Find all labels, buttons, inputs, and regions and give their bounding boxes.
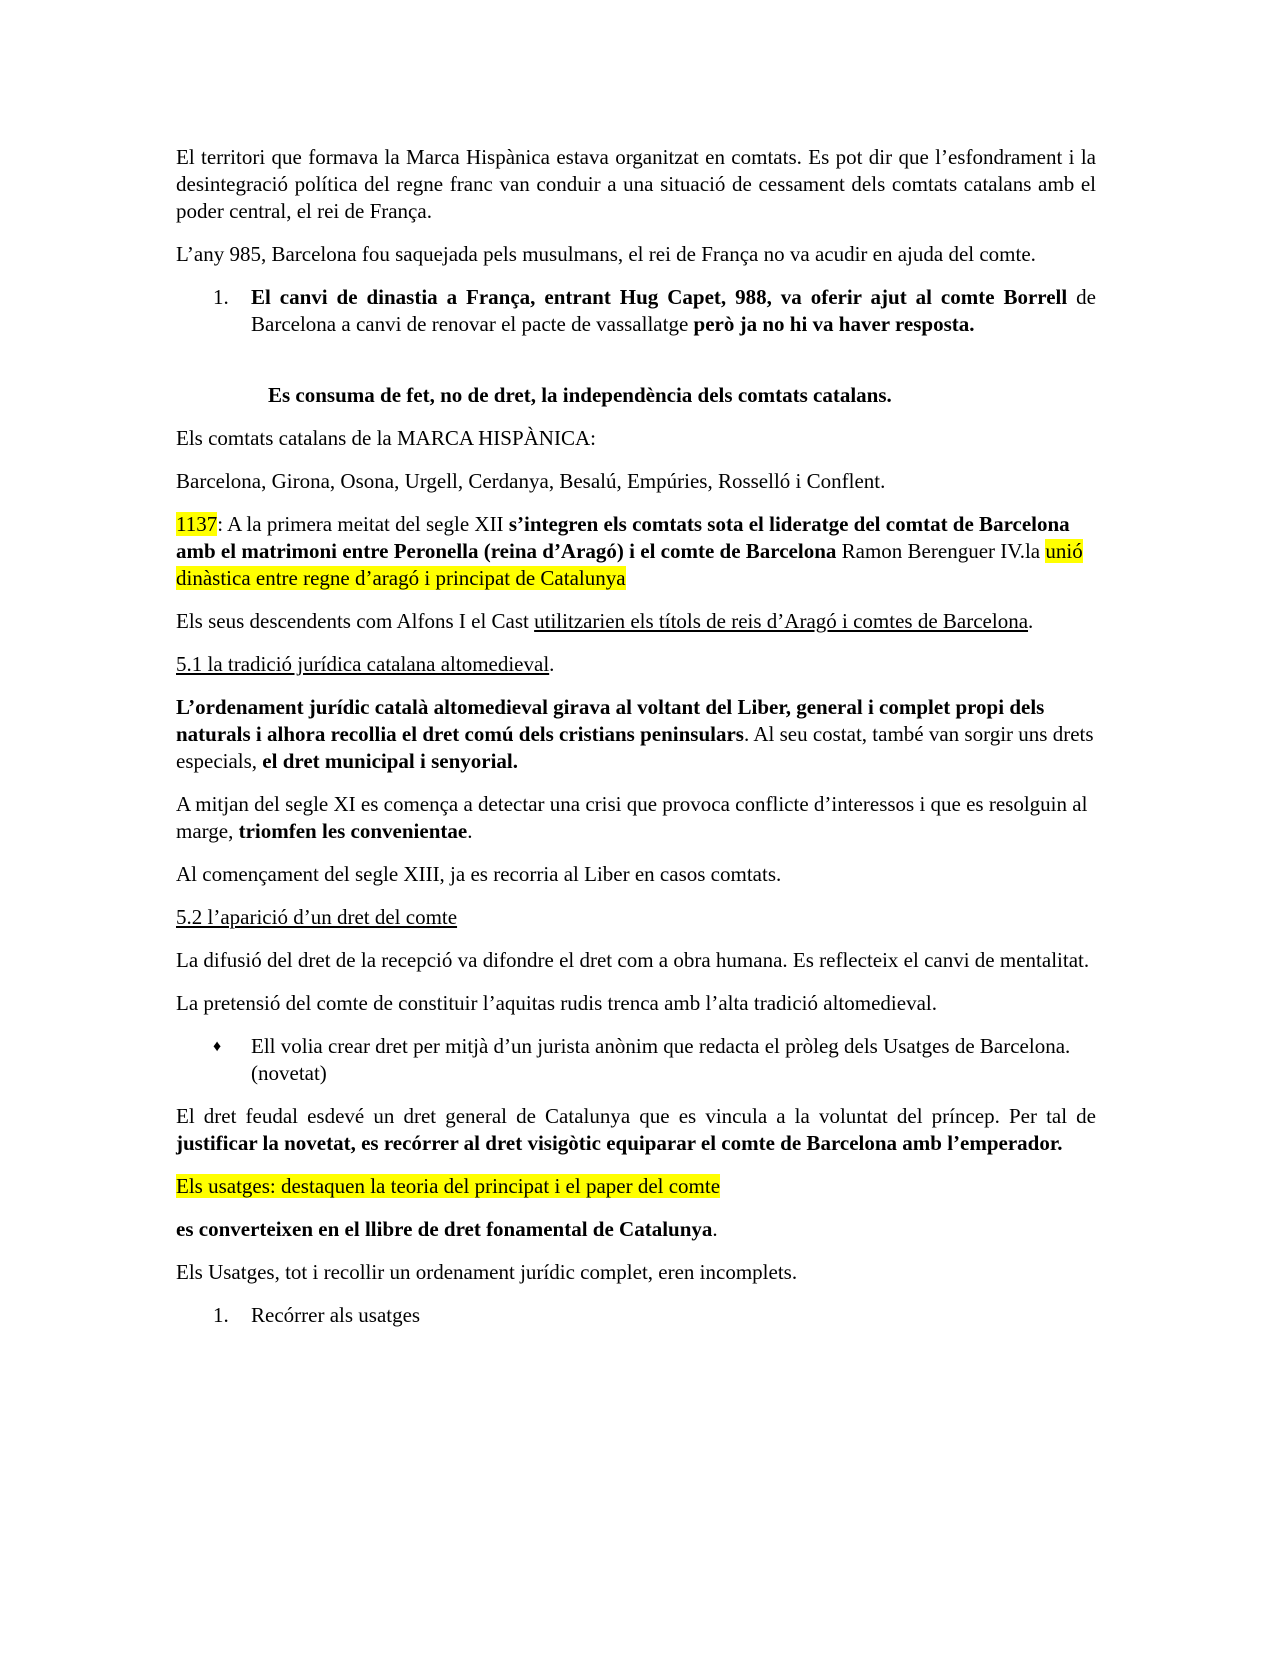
list-text: Recórrer als usatges <box>251 1303 421 1327</box>
normal-text: Els seus descendents com Alfons I el Cast <box>176 609 535 633</box>
paragraph-descendents <box>176 608 1096 635</box>
bullet-item-jurista <box>176 1033 1096 1087</box>
highlight-union: unió dinàstica entre regne d’aragó i principat de Catalunya <box>176 539 1083 590</box>
list-item-hug-capet <box>176 284 1096 338</box>
paragraph-comtats-title: Els comtats catalans de la MARCA HISPÀNICA: <box>176 426 596 450</box>
list-number: 1. <box>213 1303 229 1327</box>
bold-text: L’ordenament jurídic català altomedieval girava al voltant del Liber, general i complet propi dels naturals i alhora recollia el dret comú dels cristians peninsulars <box>176 695 1045 746</box>
underlined-text: utilitzarien els títols de reis d’Aragó i comtes de Barcelona <box>534 609 1029 633</box>
normal-text: Ramon Berenguer IV.la <box>836 539 1046 563</box>
normal-text: El dret feudal esdevé un dret general de Catalunya que es vincula a la voluntat del príncep. Per tal de <box>176 1104 1096 1128</box>
diamond-bullet-icon: ♦ <box>213 1038 222 1055</box>
list-number: 1. <box>213 285 229 309</box>
paragraph-segle-xi <box>176 791 1096 845</box>
normal-text: . <box>549 652 555 676</box>
paragraph-segle-xiii: Al començament del segle XIII, ja es recorria al Liber en casos comtats. <box>176 862 782 886</box>
document-page <box>176 144 1096 1345</box>
paragraph-ordenament <box>176 694 1096 775</box>
bold-text: El canvi de dinastia a França, entrant Hug Capet, 988, va oferir ajut al comte Borrell <box>251 285 1068 309</box>
normal-text: : A la primera meitat del segle XII <box>217 512 509 536</box>
section-title: 5.2 l’aparició d’un dret del comte <box>176 905 458 929</box>
paragraph-difusio: La difusió del dret de la recepció va difondre el dret com a obra humana. Es reflecteix el canvi de mentalitat. <box>176 948 1090 972</box>
bold-text: s’integren els comtats sota el lideratge del comtat de Barcelona amb el matrimoni entre Peronella (reina d’Aragó) i el comte de Barcelona <box>176 512 1070 563</box>
paragraph-comtats-list: Barcelona, Girona, Osona, Urgell, Cerdanya, Besalú, Empúries, Rosselló i Conflent. <box>176 469 886 493</box>
highlight-usatges: Els usatges: destaquen la teoria del principat i el paper del comte <box>176 1174 721 1198</box>
normal-text: . Al seu costat, també van sorgir uns drets especials, <box>176 722 1094 773</box>
paragraph-marca-hispanica: El territori que formava la Marca Hispànica estava organitzat en comtats. Es pot dir que l’esfondrament i la desintegració política del regne franc van conduir a una situació de cessament dels comtats catalans amb el poder central, el rei de França. <box>176 145 1096 223</box>
list-item-recorrer <box>176 1302 1096 1329</box>
bullet-text: Ell volia crear dret per mitjà d’un jurista anònim que redacta el pròleg dels Usatges de Barcelona. (novetat) <box>251 1034 1071 1085</box>
section-heading-5-2 <box>176 904 1096 931</box>
highlight-year: 1137 <box>176 512 218 536</box>
paragraph-dret-feudal <box>176 1103 1096 1157</box>
paragraph-llibre-dret <box>176 1216 1096 1243</box>
bold-text: el dret municipal i senyorial. <box>262 749 518 773</box>
bold-text: triomfen les convenientae <box>238 819 468 843</box>
paragraph-pretensio: La pretensió del comte de constituir l’aquitas rudis trenca amb l’alta tradició altomedieval. <box>176 991 937 1015</box>
section-title: 5.1 la tradició jurídica catalana altomedieval <box>176 652 550 676</box>
paragraph-1137 <box>176 511 1096 592</box>
normal-text: . <box>712 1217 718 1241</box>
heading-independence: Es consuma de fet, no de dret, la independència dels comtats catalans. <box>268 383 892 407</box>
bold-text: però ja no hi va haver resposta. <box>693 312 975 336</box>
paragraph-usatges-highlight <box>176 1173 1096 1200</box>
normal-text: A mitjan del segle XI es comença a detectar una crisi que provoca conflicte d’interessos i que es resolguin al marge, <box>176 792 1088 843</box>
normal-text: . <box>1028 609 1034 633</box>
bold-text: es converteixen en el llibre de dret fonamental de Catalunya <box>176 1217 713 1241</box>
section-heading-5-1 <box>176 651 1096 678</box>
normal-text: de Barcelona a canvi de renovar el pacte de vassallatge <box>251 285 1096 336</box>
paragraph-barcelona-985: L’any 985, Barcelona fou saquejada pels musulmans, el rei de França no va acudir en ajuda del comte. <box>176 242 1036 266</box>
normal-text: . <box>467 819 473 843</box>
bold-text: justificar la novetat, es recórrer al dret visigòtic equiparar el comte de Barcelona amb l’emperador. <box>176 1131 1063 1155</box>
paragraph-usatges-incomplets: Els Usatges, tot i recollir un ordenament jurídic complet, eren incomplets. <box>176 1260 798 1284</box>
